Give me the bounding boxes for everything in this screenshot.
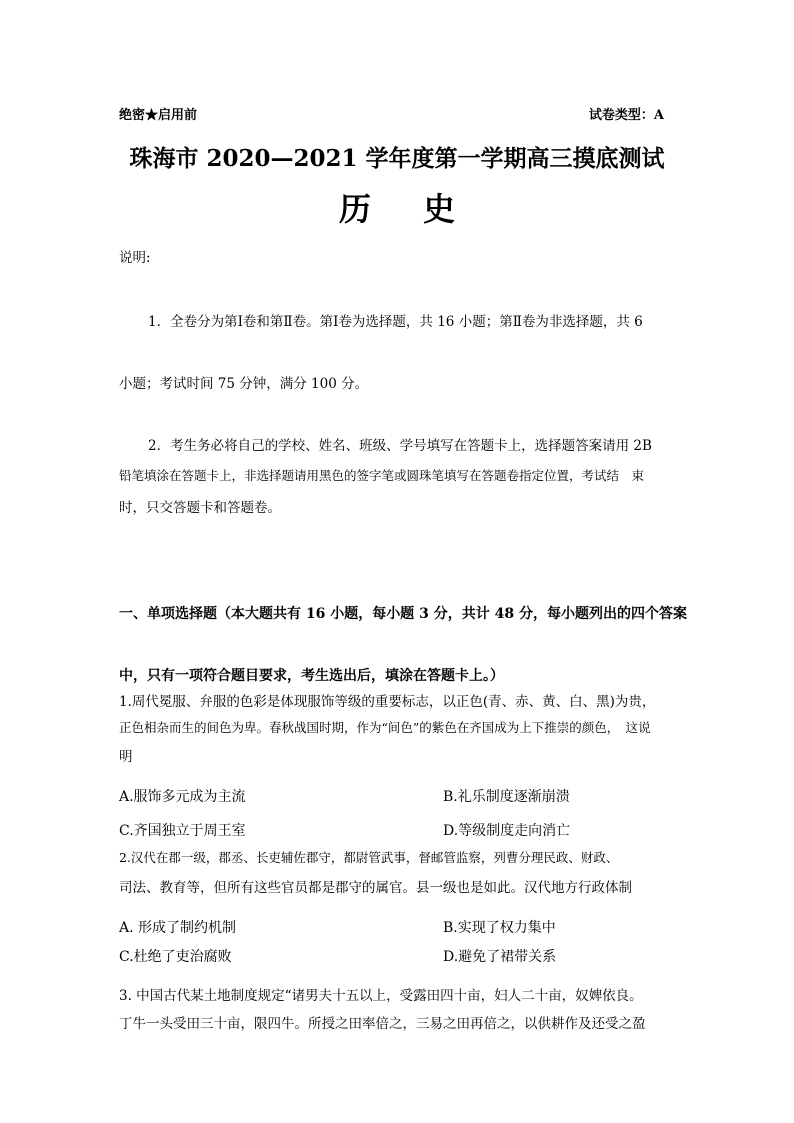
question-1-option-d: D.等级制度走向消亡 [443, 823, 571, 839]
confidential-label: 绝密★启用前 [119, 108, 198, 123]
instruction-2-line-3: 时，只交答题卡和答题卷。 [119, 500, 281, 516]
subject-title [0, 184, 794, 230]
subject-char-2: 史 [423, 190, 456, 228]
question-2-line-2: 司法、教育等，但所有这些官员都是郡守的属官。县一级也是如此。汉代地方行政体制 [119, 880, 632, 896]
question-2-line-1: 2.汉代在郡一级，郡丞、长吏辅佐郡守，都尉管武事，督邮管监察，列曹分理民政、财政、 [119, 850, 619, 865]
instruction-1-line-1: 1．全卷分为第Ⅰ卷和第Ⅱ卷。第Ⅰ卷为选择题，共 16 小题；第Ⅱ卷为非选择题，共 6 [148, 314, 643, 330]
instructions-label: 说明: [119, 250, 151, 266]
exam-title: 珠海市 2020—2021 学年度第一学期高三摸底测试 [129, 145, 665, 172]
question-1-line-2: 正色相杂而生的间色为卑。春秋战国时期，作为“间色”的紫色在齐国成为上下推崇的颜色， 这说 [119, 720, 651, 735]
question-1-line-1: 1.周代冕服、弁服的色彩是体现服饰等级的重要标志，以正色(青、赤、黄、白、黑)为贵， [119, 694, 656, 710]
question-2-option-b: B.实现了权力集中 [443, 920, 556, 936]
question-2-option-d: D.避免了裙带关系 [443, 949, 557, 965]
question-2-option-a: A. 形成了制约机制 [119, 920, 237, 936]
paper-type-label: 试卷类型：A [588, 108, 664, 123]
question-2-option-c: C.杜绝了吏治腐败 [119, 949, 232, 965]
question-1-line-3: 明 [119, 749, 133, 765]
question-3-line-2: 丁牛一头受田三十亩，限四牛。所授之田率倍之，三易之田再倍之，以供耕作及还受之盈 [119, 1016, 646, 1032]
instruction-2-line-2: 铅笔填涂在答题卡上，非选择题请用黑色的签字笔或圆珠笔填写在答题卷指定位置，考试结 束 [119, 468, 645, 483]
question-3-line-1: 3. 中国古代某土地制度规定“诸男夫十五以上，受露田四十亩，妇人二十亩，奴婢依良。 [119, 988, 643, 1004]
instruction-1-line-2: 小题；考试时间 75 分钟，满分 100 分。 [119, 376, 369, 392]
question-1-option-c: C.齐国独立于周王室 [119, 823, 246, 839]
instruction-2-line-1: 2．考生务必将自己的学校、姓名、班级、学号填写在答题卡上，选择题答案请用 2B [148, 438, 652, 454]
section-1-heading-line-1: 一、单项选择题（本大题共有 16 小题，每小题 3 分，共计 48 分，每小题列出的四个答案 [119, 606, 687, 622]
subject-char-1: 历 [338, 190, 371, 228]
question-1-option-b: B.礼乐制度逐渐崩溃 [443, 789, 570, 805]
question-1-option-a: A.服饰多元成为主流 [119, 789, 246, 805]
section-1-heading-line-2: 中，只有一项符合题目要求，考生选出后，填涂在答题卡上。） [119, 668, 504, 684]
